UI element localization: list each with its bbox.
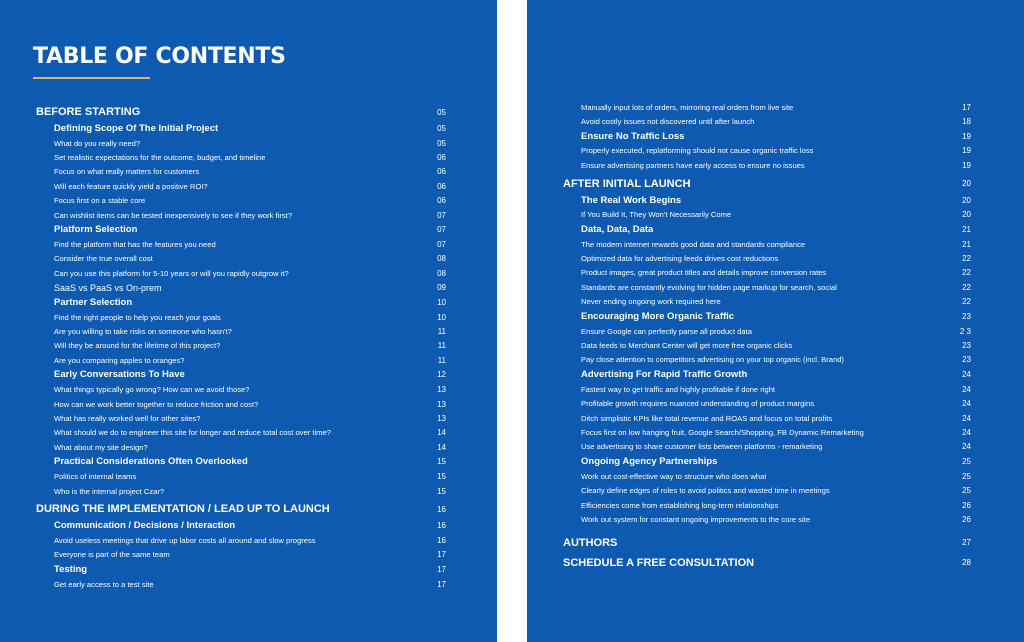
toc-item-label: Ensure advertising partners have early access to ensure no issues [581, 160, 805, 170]
toc-item-label: How can we work better together to reduce friction and cost? [54, 399, 259, 409]
toc-item-row[interactable] [563, 469, 971, 483]
page-number: 17 [437, 564, 446, 574]
page-number: 27 [962, 538, 971, 548]
toc-subsection-label: Ongoing Agency Partnerships [581, 456, 718, 468]
toc-item-label: Properly executed, replatforming should not cause organic traffic loss [581, 146, 814, 156]
toc-subsection-label: Communication / Decisions / Interaction [54, 520, 236, 532]
page-number: 16 [437, 535, 446, 545]
toc-item-label: Consider the true overall cost [54, 254, 153, 264]
toc-subsection-row[interactable] [36, 518, 446, 533]
page-number: 14 [437, 442, 446, 452]
toc-subsection-label: Advertising For Rapid Traffic Growth [581, 369, 748, 381]
toc-item-label: Optimized data for advertising feeds drives cost reductions [581, 254, 779, 264]
toc-item-row[interactable] [563, 208, 971, 222]
toc-item-row[interactable] [563, 237, 971, 251]
toc-item-label: Will they be around for the lifetime of this project? [54, 341, 221, 351]
page-number: 2 3 [959, 326, 971, 336]
toc-item-row[interactable] [36, 411, 446, 425]
toc-title: TABLE OF CONTENTS [33, 44, 286, 69]
toc-list-right [563, 100, 971, 572]
toc-item-row[interactable] [563, 425, 971, 439]
page-number: 22 [962, 268, 971, 278]
toc-section-label: BEFORE STARTING [36, 106, 141, 118]
page-number: 19 [962, 131, 971, 141]
page-number: 16 [437, 504, 446, 514]
toc-item-row[interactable] [36, 237, 446, 251]
toc-item-label: Pay close attention to competitors advertising on your top organic (incl. Brand) [581, 355, 844, 365]
page-number: 24 [962, 442, 971, 452]
page-number: 24 [962, 399, 971, 409]
page-number: 12 [437, 370, 446, 380]
page-number: 24 [962, 370, 971, 380]
toc-section-row[interactable] [36, 103, 446, 121]
toc-item-row[interactable] [563, 114, 971, 128]
toc-item-row[interactable] [36, 484, 446, 498]
spacer [563, 527, 971, 532]
toc-item-label: What has really worked well for other sites? [54, 413, 201, 423]
toc-subsection-label: Testing [54, 563, 88, 575]
toc-item-row[interactable] [563, 353, 971, 367]
toc-item-row[interactable] [36, 397, 446, 411]
page-number: 11 [437, 355, 446, 365]
toc-item-row[interactable] [563, 396, 971, 410]
page-number: 23 [962, 355, 971, 365]
page-number: 26 [962, 500, 971, 510]
toc-item-label: Efficiencies come from establishing long-term relationships [581, 500, 779, 510]
toc-item-label: Work out cost-effective way to structure who does what [581, 471, 767, 481]
toc-item-row[interactable] [36, 266, 446, 280]
toc-subsection-label: Data, Data, Data [581, 223, 654, 235]
page-number: 22 [962, 254, 971, 264]
page-number: 05 [437, 124, 446, 133]
toc-item-label: What things typically go wrong? How can we avoid those? [54, 385, 250, 395]
toc-subsection-row[interactable] [563, 193, 971, 208]
toc-item-label: Can you use this platform for 5-10 years or will you rapidly outgrow it? [54, 268, 289, 278]
toc-item-label: If You Build It, They Won't Necessarily Come [581, 210, 732, 220]
toc-item-row[interactable] [36, 281, 446, 295]
toc-subsection-row[interactable] [36, 562, 446, 577]
page-number: 08 [437, 254, 446, 264]
toc-item-row[interactable] [563, 100, 971, 114]
page-number: 20 [962, 179, 971, 189]
toc-item-label: Profitable growth requires nuanced understanding of product margins [581, 399, 815, 409]
toc-item-row[interactable] [36, 382, 446, 396]
toc-subsection-label: Ensure No Traffic Loss [581, 130, 685, 142]
toc-item-label: Product images, great product titles and details improve conversion rates [581, 268, 827, 278]
page-number: 19 [962, 160, 971, 170]
toc-item-label: Can wishlist items can be tested inexpensively to see if they work first? [54, 210, 293, 220]
toc-item-row[interactable] [563, 295, 971, 309]
toc-item-row[interactable] [36, 533, 446, 547]
page-number: 23 [962, 340, 971, 350]
toc-item-row[interactable] [563, 266, 971, 280]
page-number: 15 [437, 486, 446, 496]
toc-subsection-row[interactable] [36, 121, 446, 136]
page-number: 19 [962, 146, 971, 156]
toc-item-label: Politics of internal teams [54, 472, 137, 482]
page-number: 16 [437, 521, 446, 531]
toc-subsection-row[interactable] [563, 309, 971, 324]
page-number: 21 [962, 239, 971, 249]
toc-subsection-row[interactable] [563, 367, 971, 382]
toc-subsection-row[interactable] [563, 222, 971, 237]
toc-subsection-label: Defining Scope Of The Initial Project [54, 123, 219, 134]
toc-item-label: Data feeds to Merchant Center will get more free organic clicks [581, 340, 793, 350]
toc-item-row[interactable] [36, 150, 446, 164]
toc-item-label: Focus first on a stable core [54, 196, 146, 206]
toc-item-label: Everyone is part of the same team [54, 550, 170, 560]
page-number: 17 [962, 102, 971, 112]
toc-item-label: Are you willing to take risks on someone who hasn't? [54, 326, 232, 336]
toc-item-label: Avoid costly issues not discovered until after launch [581, 117, 755, 127]
page-number: 10 [437, 297, 446, 307]
toc-subsection-row[interactable] [36, 367, 446, 382]
toc-section-label: AUTHORS [563, 536, 618, 549]
toc-section-row[interactable] [563, 554, 971, 572]
page-number: 08 [437, 268, 446, 278]
page-number: 11 [437, 326, 446, 336]
toc-item-label: SaaS vs PaaS vs On-prem [54, 282, 162, 293]
toc-item-row[interactable] [563, 338, 971, 352]
toc-item-label: Ensure Google can perfectly parse all product data [581, 326, 752, 336]
toc-item-row[interactable] [36, 440, 446, 454]
page-number: 05 [437, 107, 446, 117]
toc-item-label: Standards are constantly evolving for hidden page markup for search, social [581, 282, 837, 292]
toc-item-label: Focus first on low hanging fruit, Google Search/Shopping, FB Dynamic Remarketing [581, 427, 864, 437]
toc-item-row[interactable] [36, 165, 446, 179]
toc-item-row[interactable] [563, 483, 971, 497]
toc-section-row[interactable] [563, 534, 971, 552]
toc-item-label: Ditch simplistic KPIs like total revenue and ROAS and focus on total profits [581, 413, 833, 423]
title-underline [33, 77, 150, 79]
page-number: 06 [437, 196, 446, 206]
toc-item-label: Fastest way to get traffic and highly profitable if done right [581, 384, 776, 394]
toc-subsection-row[interactable] [36, 222, 446, 237]
page-number: 05 [437, 138, 446, 148]
toc-item-label: Who is the internal project Czar? [54, 486, 165, 496]
toc-item-row[interactable] [563, 382, 971, 396]
toc-item-row[interactable] [563, 251, 971, 265]
toc-item-row[interactable] [563, 498, 971, 512]
toc-item-row[interactable] [36, 136, 446, 150]
toc-item-label: Avoid useless meetings that drive up labor costs all around and slow progress [54, 535, 316, 545]
toc-section-label: DURING THE IMPLEMENTATION / LEAD UP TO LAUNCH [36, 503, 330, 516]
toc-subsection-row[interactable] [36, 454, 446, 469]
toc-subsection-label: Encouraging More Organic Traffic [581, 310, 735, 322]
toc-item-row[interactable] [36, 310, 446, 324]
toc-section-row[interactable] [563, 175, 971, 193]
toc-item-label: What do you really need? [54, 138, 141, 148]
page-number: 26 [962, 514, 971, 524]
toc-section-label: SCHEDULE A FREE CONSULTATION [563, 556, 755, 569]
page-number: 10 [437, 312, 446, 322]
page-number: 11 [437, 341, 446, 351]
page-number: 06 [437, 167, 446, 177]
toc-item-row[interactable] [563, 324, 971, 338]
page-number: 25 [962, 457, 971, 467]
toc-subsection-label: Platform Selection [54, 224, 138, 236]
page-number: 28 [962, 558, 971, 568]
toc-item-row[interactable] [563, 512, 971, 526]
toc-item-label: Use advertising to share customer lists between platforms - remarketing [581, 442, 823, 452]
toc-item-label: Manually input lots of orders, mirroring real orders from live site [581, 102, 794, 112]
page-number: 07 [437, 210, 446, 220]
page-number: 06 [437, 181, 446, 191]
page-number: 13 [437, 399, 446, 409]
toc-item-row[interactable] [36, 577, 446, 591]
page-number: 20 [962, 195, 971, 205]
toc-item-row[interactable] [36, 339, 446, 353]
page-number: 14 [437, 428, 446, 438]
page-number: 22 [962, 282, 971, 292]
page-number: 24 [962, 413, 971, 423]
toc-item-row[interactable] [563, 158, 971, 172]
page-number: 07 [437, 225, 446, 235]
page-number: 17 [437, 550, 446, 560]
toc-item-label: Get early access to a test site [54, 579, 154, 589]
page-number: 15 [437, 457, 446, 467]
toc-item-row[interactable] [563, 440, 971, 454]
page-number: 13 [437, 385, 446, 395]
toc-item-label: Are you comparing apples to oranges? [54, 355, 185, 365]
page-number: 18 [962, 117, 971, 127]
page-number: 21 [962, 224, 971, 234]
page-number: 20 [962, 210, 971, 220]
toc-item-row[interactable] [36, 548, 446, 562]
page-number: 09 [437, 283, 446, 293]
toc-item-row[interactable] [36, 252, 446, 266]
toc-section-label: AFTER INITIAL LAUNCH [563, 177, 691, 190]
page-number: 25 [962, 486, 971, 496]
toc-item-label: Clearly define edges of roles to avoid politics and wasted time in meetings [581, 486, 830, 496]
page-number: 17 [437, 579, 446, 589]
toc-subsection-row[interactable] [36, 295, 446, 310]
toc-subsection-label: The Real Work Begins [581, 194, 682, 206]
toc-item-label: Focus on what really matters for customers [54, 167, 200, 177]
page-number: 22 [962, 297, 971, 307]
toc-item-row[interactable] [36, 208, 446, 222]
toc-item-row[interactable] [36, 324, 446, 338]
toc-list-left [36, 101, 446, 591]
page-number: 13 [437, 413, 446, 423]
toc-subsection-label: Early Conversations To Have [54, 369, 185, 381]
left-page [0, 0, 497, 642]
toc-item-row[interactable] [36, 179, 446, 193]
toc-item-label: The modern internet rewards good data and standards compliance [581, 239, 806, 249]
toc-item-row[interactable] [36, 469, 446, 483]
toc-item-row[interactable] [563, 411, 971, 425]
toc-item-row[interactable] [36, 194, 446, 208]
page-number: 06 [437, 153, 446, 163]
page-number: 24 [962, 427, 971, 437]
toc-item-label: What should we do to engineer this site for longer and reduce total cost over time? [54, 428, 331, 438]
toc-item-label: Set realistic expectations for the outcome, budget, and timeline [54, 153, 266, 163]
toc-item-label: Find the platform that has the features you need [54, 240, 216, 250]
page-number: 25 [962, 471, 971, 481]
toc-item-row[interactable] [36, 426, 446, 440]
toc-item-row[interactable] [563, 280, 971, 294]
right-page [527, 0, 1024, 642]
toc-item-label: What about my site design? [54, 442, 148, 452]
page-number: 23 [962, 311, 971, 321]
toc-item-label: Will each feature quickly yield a positive ROI? [54, 181, 208, 191]
toc-item-row[interactable] [563, 144, 971, 158]
page-number: 24 [962, 384, 971, 394]
toc-subsection-label: Partner Selection [54, 296, 133, 308]
page-number: 15 [437, 472, 446, 482]
toc-item-label: Find the right people to help you reach your goals [54, 312, 221, 322]
toc-item-label: Work out system for constant ongoing improvements to the core site [581, 514, 811, 524]
toc-subsection-row[interactable] [563, 454, 971, 469]
toc-item-label: Never ending ongoing work required here [581, 297, 721, 307]
toc-item-row[interactable] [36, 353, 446, 367]
toc-subsection-label: Practical Considerations Often Overlooked [54, 456, 248, 468]
page-number: 07 [437, 240, 446, 250]
toc-section-row[interactable] [36, 500, 446, 518]
toc-subsection-row[interactable] [563, 129, 971, 144]
